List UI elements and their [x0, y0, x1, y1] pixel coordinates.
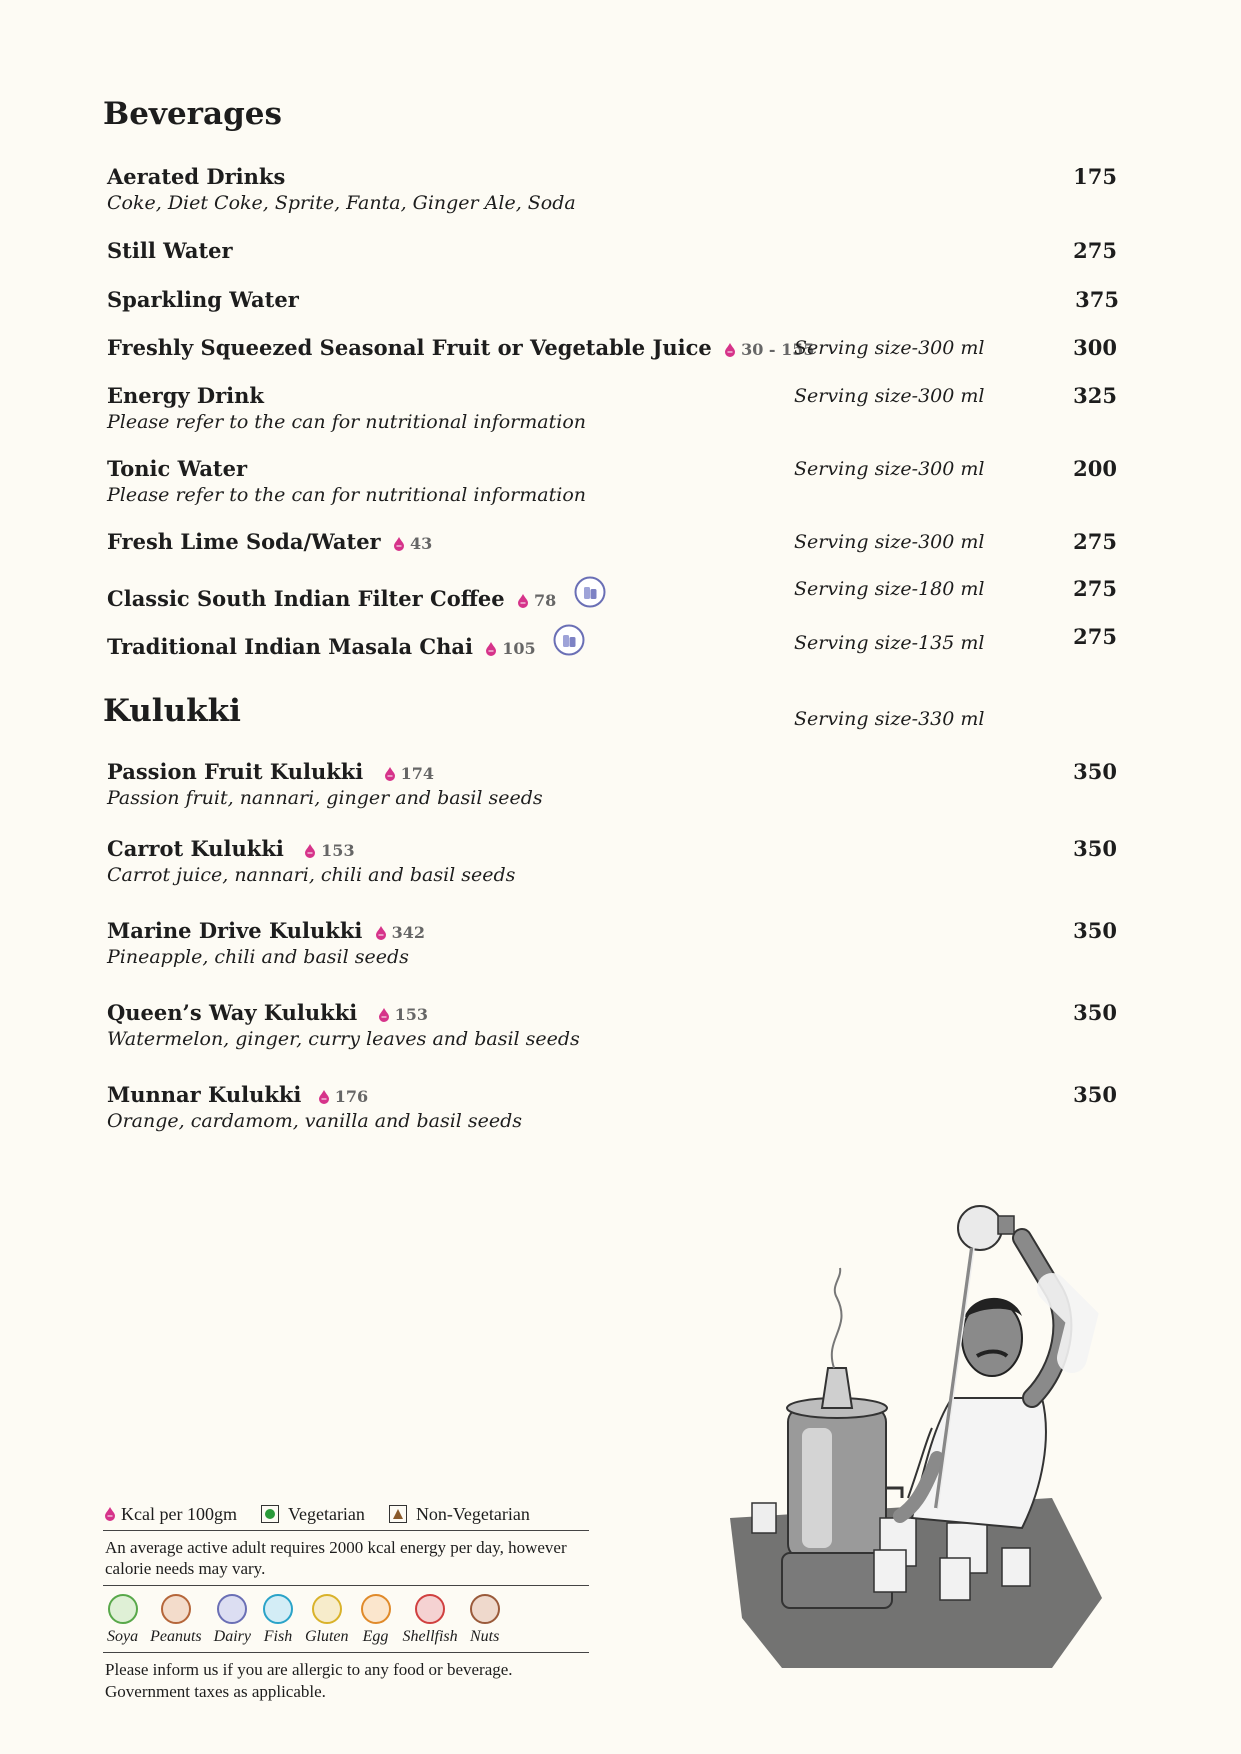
- serving-size: Serving size-300 ml: [794, 458, 985, 480]
- item-name: Traditional Indian Masala Chai: [107, 634, 473, 659]
- legend: [103, 1498, 589, 1703]
- allergen-soya: [107, 1594, 138, 1646]
- item-price: 200: [1073, 456, 1117, 481]
- tea-vendor-illustration: [722, 1198, 1162, 1668]
- kcal-number: 176: [334, 1087, 369, 1106]
- kcal-drop-icon: [377, 1008, 391, 1022]
- serving-size: Serving size-300 ml: [794, 531, 985, 553]
- item-name: Tonic Water: [107, 456, 248, 481]
- allergen-egg: [361, 1594, 391, 1646]
- item-name-line: [107, 918, 1117, 943]
- menu-item: [107, 1000, 1117, 1050]
- peanuts-icon: [161, 1594, 191, 1624]
- item-name-line: [107, 1082, 1117, 1107]
- menu-item: [107, 456, 1117, 506]
- serving-size: Serving size-135 ml: [794, 632, 985, 654]
- dairy-allergen-icon: [574, 576, 606, 608]
- allergen-label: Gluten: [304, 1628, 349, 1645]
- item-description: Passion fruit, nannari, ginger and basil seeds: [107, 787, 543, 809]
- kulukki-heading: Kulukki: [103, 693, 241, 729]
- kcal-drop-icon: [723, 343, 737, 357]
- item-description: Watermelon, ginger, curry leaves and basil seeds: [107, 1028, 580, 1050]
- kcal-drop-icon: [484, 642, 498, 656]
- item-name: Marine Drive Kulukki: [107, 918, 363, 943]
- menu-item: [107, 335, 1117, 360]
- menu-item: [107, 164, 1117, 214]
- serving-size: Serving size-300 ml: [794, 385, 985, 407]
- menu-item: [107, 759, 1117, 809]
- legend-keys: [103, 1498, 589, 1530]
- item-name-line: [107, 759, 1117, 784]
- beverages-heading: Beverages: [103, 96, 282, 132]
- veg-icon: [261, 1505, 279, 1523]
- menu-item: [107, 1082, 1117, 1132]
- item-price: 325: [1073, 383, 1117, 408]
- item-name: Carrot Kulukki: [107, 836, 284, 861]
- item-price: 350: [1073, 1000, 1117, 1025]
- item-price: 300: [1073, 335, 1117, 360]
- allergen-label: Shellfish: [402, 1628, 458, 1645]
- kcal-value: [392, 534, 432, 553]
- item-description: Please refer to the can for nutritional information: [107, 411, 586, 433]
- item-name: Fresh Lime Soda/Water: [107, 529, 381, 554]
- menu-item: [107, 836, 1117, 886]
- item-name: Classic South Indian Filter Coffee: [107, 586, 505, 611]
- menu-item: [107, 383, 1117, 433]
- serving-size: Serving size-180 ml: [794, 578, 985, 600]
- kcal-number: 105: [502, 639, 536, 658]
- item-price: 175: [1073, 164, 1117, 189]
- item-price: 350: [1073, 1082, 1117, 1107]
- kcal-number: 153: [394, 1005, 428, 1024]
- kcal-number: 153: [321, 841, 355, 860]
- allergen-list: [103, 1586, 589, 1652]
- legend-nonveg-label: Non-Vegetarian: [415, 1503, 530, 1524]
- item-name: Energy Drink: [107, 383, 264, 408]
- kcal-value: [377, 1005, 428, 1024]
- kcal-value: [374, 923, 425, 942]
- menu-item: [107, 624, 1117, 659]
- item-price: 350: [1073, 918, 1117, 943]
- kcal-drop-icon: [374, 926, 388, 940]
- legend-veg-label: Vegetarian: [287, 1503, 365, 1524]
- legend-kcal-label: Kcal per 100gm: [121, 1503, 237, 1524]
- kcal-drop-icon: [516, 594, 530, 608]
- tax-notice: Government taxes as applicable.: [105, 1682, 326, 1701]
- kcal-drop-icon: [392, 537, 406, 551]
- item-description: Carrot juice, nannari, chili and basil seeds: [107, 864, 516, 886]
- item-name: Still Water: [107, 238, 233, 263]
- menu-item: [107, 529, 1117, 554]
- item-price: 350: [1073, 836, 1117, 861]
- item-name: Queen’s Way Kulukki: [107, 1000, 358, 1025]
- item-price: 275: [1073, 624, 1117, 649]
- item-price: 275: [1073, 576, 1117, 601]
- kcal-drop-icon: [103, 1507, 117, 1521]
- allergy-notice: Please inform us if you are allergic to any food or beverage.: [105, 1660, 513, 1679]
- gluten-icon: [312, 1594, 342, 1624]
- allergen-nuts: [470, 1594, 500, 1646]
- item-name: Aerated Drinks: [107, 164, 286, 189]
- item-price: 375: [1075, 287, 1119, 312]
- allergen-peanuts: [150, 1594, 202, 1646]
- item-description: Coke, Diet Coke, Sprite, Fanta, Ginger Ale, Soda: [107, 192, 576, 214]
- menu-item: [107, 238, 1117, 263]
- dairy-allergen-icon: [553, 624, 585, 656]
- allergen-fish: [263, 1594, 293, 1646]
- item-price: 275: [1073, 238, 1117, 263]
- item-name: Passion Fruit Kulukki: [107, 759, 364, 784]
- calorie-note: An average active adult requires 2000 kcal energy per day, however calorie needs may vary.: [105, 1538, 567, 1578]
- kulukki-serving-size: Serving size-330 ml: [794, 708, 985, 730]
- kcal-number: 78: [533, 591, 557, 610]
- kcal-drop-icon: [317, 1090, 331, 1104]
- allergen-gluten: [305, 1594, 349, 1646]
- item-name: Freshly Squeezed Seasonal Fruit or Vegetable Juice: [107, 335, 712, 360]
- item-name: Munnar Kulukki: [107, 1082, 302, 1107]
- kcal-drop-icon: [303, 844, 317, 858]
- nuts-icon: [470, 1594, 500, 1624]
- kcal-number: 30 - 155: [741, 340, 815, 359]
- legend-nonveg: [389, 1504, 530, 1525]
- allergen-label: Nuts: [469, 1628, 500, 1645]
- allergen-shellfish: [403, 1594, 458, 1646]
- kcal-number: 342: [391, 923, 426, 942]
- item-description: Orange, cardamom, vanilla and basil seeds: [107, 1110, 523, 1132]
- allergen-label: Egg: [362, 1628, 389, 1645]
- serving-size: Serving size-300 ml: [794, 337, 985, 359]
- kcal-value: [383, 764, 434, 783]
- kcal-number: 174: [400, 764, 435, 783]
- item-price: 275: [1073, 529, 1117, 554]
- menu-item: [107, 918, 1117, 968]
- soya-icon: [108, 1594, 138, 1624]
- nonveg-icon: [389, 1505, 407, 1523]
- menu-item: [107, 287, 1117, 312]
- item-description: Please refer to the can for nutritional information: [107, 484, 586, 506]
- item-name: Sparkling Water: [107, 287, 299, 312]
- kcal-value: [303, 841, 354, 860]
- kcal-value: [484, 639, 535, 658]
- shellfish-icon: [415, 1594, 445, 1624]
- allergen-label: Peanuts: [150, 1628, 202, 1645]
- allergen-dairy: [214, 1594, 251, 1646]
- menu-item: [107, 576, 1117, 611]
- kcal-value: [516, 591, 556, 610]
- legend-footer: [103, 1653, 589, 1703]
- allergen-label: Dairy: [213, 1628, 251, 1645]
- item-name-line: [107, 1000, 1117, 1025]
- legend-kcal: [103, 1504, 237, 1525]
- egg-icon: [361, 1594, 391, 1624]
- fish-icon: [263, 1594, 293, 1624]
- kcal-value: [317, 1087, 368, 1106]
- dairy-icon: [217, 1594, 247, 1624]
- kcal-drop-icon: [383, 767, 397, 781]
- allergen-label: Soya: [107, 1628, 139, 1645]
- item-price: 350: [1073, 759, 1117, 784]
- kcal-number: 43: [409, 534, 433, 553]
- legend-veg: [261, 1504, 365, 1525]
- allergen-label: Fish: [263, 1628, 293, 1645]
- item-description: Pineapple, chili and basil seeds: [107, 946, 409, 968]
- item-name-line: [107, 836, 1117, 861]
